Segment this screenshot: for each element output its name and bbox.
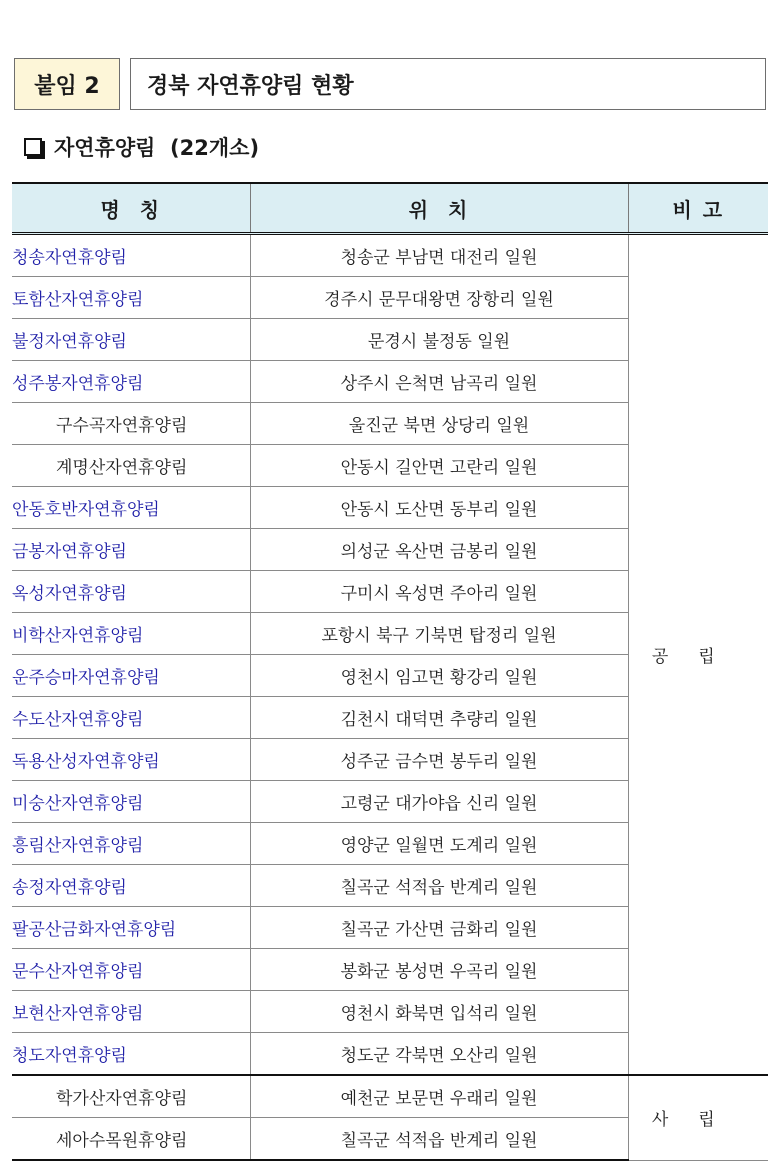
- forest-location: 예천군 보문면 우래리 일원: [250, 1075, 628, 1118]
- forest-location: 칠곡군 가산면 금화리 일원: [250, 907, 628, 949]
- forest-location: 구미시 옥성면 주아리 일원: [250, 571, 628, 613]
- section-title: 자연휴양림 (22개소): [54, 136, 260, 160]
- forest-name: 보현산자연휴양림: [12, 991, 250, 1033]
- forest-location: 성주군 금수면 봉두리 일원: [250, 739, 628, 781]
- forest-name: 성주봉자연휴양림: [12, 361, 250, 403]
- checkbox-icon: [24, 138, 42, 156]
- forest-name: 운주승마자연휴양림: [12, 655, 250, 697]
- forest-location: 울진군 북면 상당리 일원: [250, 403, 628, 445]
- forest-location: 포항시 북구 기북면 탑정리 일원: [250, 613, 628, 655]
- forest-name: 학가산자연휴양림: [12, 1075, 250, 1118]
- forest-location: 봉화군 봉성면 우곡리 일원: [250, 949, 628, 991]
- forest-location: 안동시 길안면 고란리 일원: [250, 445, 628, 487]
- forest-name: 금봉자연휴양림: [12, 529, 250, 571]
- forest-location: 영천시 임고면 황강리 일원: [250, 655, 628, 697]
- table-row: [12, 234, 768, 277]
- forest-name: 수도산자연휴양림: [12, 697, 250, 739]
- forest-location: 칠곡군 석적읍 반계리 일원: [250, 865, 628, 907]
- table-header-row: [12, 183, 768, 234]
- forest-name: 팔공산금화자연휴양림: [12, 907, 250, 949]
- section-heading: [24, 130, 259, 164]
- forest-name: 안동호반자연휴양림: [12, 487, 250, 529]
- forest-location: 의성군 옥산면 금봉리 일원: [250, 529, 628, 571]
- forest-name: 구수곡자연휴양림: [12, 403, 250, 445]
- note-private: 사립: [628, 1075, 768, 1160]
- forest-name: 흥림산자연휴양림: [12, 823, 250, 865]
- forest-name: 옥성자연휴양림: [12, 571, 250, 613]
- forest-location: 영천시 화북면 입석리 일원: [250, 991, 628, 1033]
- forest-location: 문경시 불정동 일원: [250, 319, 628, 361]
- forest-location: 칠곡군 석적읍 반계리 일원: [250, 1118, 628, 1161]
- forest-location: 청송군 부남면 대전리 일원: [250, 234, 628, 277]
- column-header-name: 명 칭: [12, 183, 250, 234]
- forest-name: 불정자연휴양림: [12, 319, 250, 361]
- forest-name: 문수산자연휴양림: [12, 949, 250, 991]
- forest-name: 독용산성자연휴양림: [12, 739, 250, 781]
- forest-name: 계명산자연휴양림: [12, 445, 250, 487]
- forest-name: 미숭산자연휴양림: [12, 781, 250, 823]
- column-header-location: 위 치: [250, 183, 628, 234]
- forest-location: 안동시 도산면 동부리 일원: [250, 487, 628, 529]
- title-row: [14, 58, 766, 112]
- forest-location: 김천시 대덕면 추량리 일원: [250, 697, 628, 739]
- note-public: 공립: [628, 234, 768, 1076]
- forest-location: 고령군 대가야읍 신리 일원: [250, 781, 628, 823]
- forest-location: 상주시 은척면 남곡리 일원: [250, 361, 628, 403]
- forest-table: [12, 182, 768, 1161]
- forest-name: 청송자연휴양림: [12, 234, 250, 277]
- page-title: 경북 자연휴양림 현황: [130, 58, 766, 110]
- forest-location: 경주시 문무대왕면 장항리 일원: [250, 277, 628, 319]
- forest-name: 청도자연휴양림: [12, 1033, 250, 1076]
- forest-name: 토함산자연휴양림: [12, 277, 250, 319]
- column-header-note: 비 고: [628, 183, 768, 234]
- forest-name: 세아수목원휴양림: [12, 1118, 250, 1161]
- attachment-tag: 붙임 2: [14, 58, 120, 110]
- forest-location: 영양군 일월면 도계리 일원: [250, 823, 628, 865]
- forest-location: 청도군 각북면 오산리 일원: [250, 1033, 628, 1076]
- forest-name: 비학산자연휴양림: [12, 613, 250, 655]
- table-body: [12, 234, 768, 1161]
- forest-name: 송정자연휴양림: [12, 865, 250, 907]
- table-row: [12, 1075, 768, 1118]
